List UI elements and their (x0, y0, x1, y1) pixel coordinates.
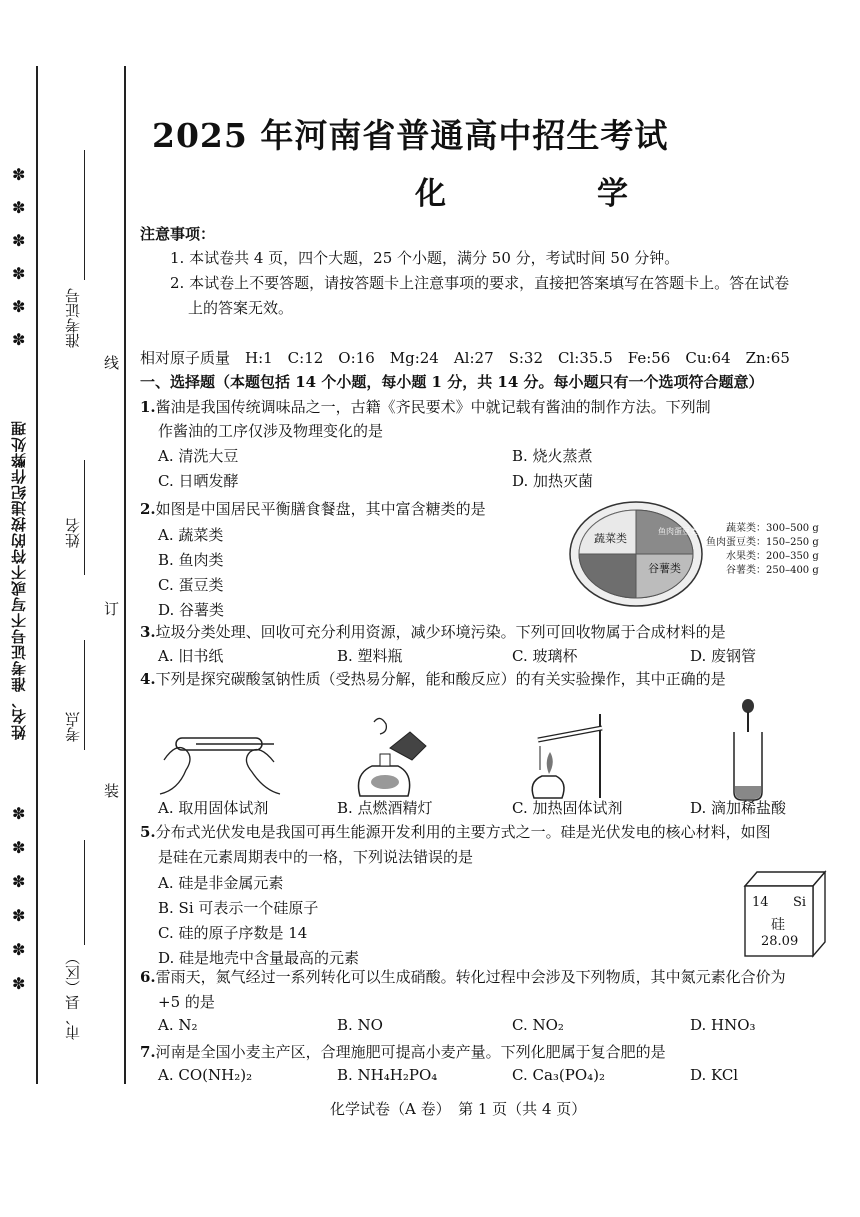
figure-heat-solid-reagent (520, 710, 620, 802)
cell-symbol: Si (793, 895, 807, 910)
q3-stem (140, 620, 726, 644)
exam-number-underline (84, 150, 85, 280)
q5-stem-text: 分布式光伏发电是我国可再生能源开发利用的主要方式之一。硅是光伏发电的核心材料，如图 (155, 823, 771, 841)
star-icon: ✽ (12, 872, 26, 891)
star-icon: ✽ (12, 231, 26, 250)
page-footer: 化学试卷（A 卷） 第 1 页（共 4 页） (330, 1100, 587, 1118)
exam-title: 2025 年河南省普通高中招生考试 (152, 116, 669, 155)
q6-stem-text: 雷雨天，氮气经过一系列转化可以生成硝酸。转化过程中会涉及下列物质，其中氮元素化合价为 (155, 968, 786, 986)
figure-add-dilute-hcl (720, 698, 780, 804)
city-label: 市、县（区） (64, 950, 82, 1040)
notice-item-1: 1. 本试卷共 4 页，四个大题，25 个小题，满分 50 分，考试时间 50 分钟。 (170, 249, 680, 267)
notice-heading: 注意事项： (140, 225, 216, 243)
q1-option-b: B. 烧火蒸煮 (512, 447, 593, 465)
q5-number: 5. (140, 823, 156, 841)
q5-option-a: A. 硅是非金属元素 (158, 874, 284, 892)
name-label: 姓名 (64, 518, 82, 548)
q3-stem-text: 垃圾分类处理、回收可充分利用资源，减少环境污染。下列可回收物属于合成材料的是 (155, 623, 726, 641)
plate-legend-item: 鱼肉蛋豆类：150–250 g (706, 537, 819, 548)
notice-item-2-cont: 上的答案无效。 (188, 299, 294, 317)
q5-option-b: B. Si 可表示一个硅原子 (158, 899, 319, 917)
star-icon: ✽ (12, 804, 26, 823)
atomic-masses: 相对原子质量 H:1 C:12 O:16 Mg:24 Al:27 S:32 Cl:35.5 Fe:56 Cu:64 Zn:65 (140, 349, 790, 367)
star-icon: ✽ (12, 264, 26, 283)
q5-stem (140, 820, 771, 844)
q2-option-c: C. 蛋豆类 (158, 576, 224, 594)
q4-stem-text: 下列是探究碳酸氢钠性质（受热易分解，能和酸反应）的有关实验操作，其中正确的是 (155, 670, 726, 688)
subject-title: 化 学 (415, 176, 688, 212)
q4-stem (140, 667, 726, 691)
q7-option-d: D. KCl (690, 1066, 739, 1084)
plate-grain-label: 谷薯类 (648, 562, 681, 575)
margin-warning: 姓名、准考证号不写或不符的按违纪作弊处理 (10, 420, 28, 740)
q7-option-a: A. CO(NH₂)₂ (158, 1066, 253, 1084)
q4-option-b: B. 点燃酒精灯 (337, 799, 433, 817)
q1-stem (140, 395, 711, 419)
q7-option-c: C. Ca₃(PO₄)₂ (512, 1066, 606, 1084)
q6-number: 6. (140, 968, 156, 986)
notice-item-2: 2. 本试卷上不要答题，请按答题卡上注意事项的要求，直接把答案填写在答题卡上。答在试卷 (170, 274, 790, 292)
plate-legend-item: 水果类：200–350 g (726, 551, 819, 562)
q2-number: 2. (140, 500, 156, 518)
q7-stem-text: 河南是全国小麦主产区，合理施肥可提高小麦产量。下列化肥属于复合肥的是 (155, 1043, 666, 1061)
q4-option-c: C. 加热固体试剂 (512, 799, 623, 817)
section-1-heading: 一、选择题（本题包括 14 个小题，每小题 1 分，共 14 分。每小题只有一个选项符合题意） (140, 373, 764, 391)
cell-atomic-number: 14 (752, 895, 769, 910)
cell-atomic-mass: 28.09 (761, 934, 799, 949)
q6-option-b: B. NO (337, 1016, 383, 1034)
star-icon: ✽ (12, 297, 26, 316)
star-icon: ✽ (12, 906, 26, 925)
name-underline (84, 460, 85, 575)
plate-veg-label: 蔬菜类 (594, 532, 627, 545)
star-icon: ✽ (12, 940, 26, 959)
q6-option-a: A. N₂ (158, 1016, 198, 1034)
plate-legend-item: 谷薯类：250–400 g (726, 565, 819, 576)
q2-stem (140, 497, 486, 521)
q4-option-d: D. 滴加稀盐酸 (690, 799, 787, 817)
figure-light-alcohol-lamp (340, 712, 440, 802)
binding-border-left (36, 66, 38, 1084)
q3-option-b: B. 塑料瓶 (337, 647, 403, 665)
site-underline (84, 640, 85, 750)
q3-option-d: D. 废钢管 (690, 647, 757, 665)
q1-stem-text: 酱油是我国传统调味品之一，古籍《齐民要术》中就记载有酱油的制作方法。下列制 (155, 398, 711, 416)
q2-option-d: D. 谷薯类 (158, 601, 225, 619)
q2-option-a: A. 蔬菜类 (158, 526, 224, 544)
q5-option-c: C. 硅的原子序数是 14 (158, 924, 308, 942)
city-underline (84, 840, 85, 945)
plate-legend-item: 蔬菜类：300–500 g (726, 523, 819, 534)
figure-take-solid-reagent (156, 720, 286, 800)
q4-option-a: A. 取用固体试剂 (158, 799, 269, 817)
star-icon: ✽ (12, 330, 26, 349)
q6-option-c: C. NO₂ (512, 1016, 564, 1034)
q1-option-a: A. 清洗大豆 (158, 447, 239, 465)
exam-number-label: 准考证号 (64, 288, 82, 348)
star-icon: ✽ (12, 198, 26, 217)
cell-name: 硅 (771, 917, 785, 933)
q1-option-d: D. 加热灭菌 (512, 472, 594, 490)
plate-legend (706, 522, 819, 578)
q1-stem-cont: 作酱油的工序仅涉及物理变化的是 (158, 422, 384, 440)
star-icon: ✽ (12, 838, 26, 857)
q3-option-c: C. 玻璃杯 (512, 647, 578, 665)
q1-option-c: C. 日晒发酵 (158, 472, 239, 490)
q5-option-d: D. 硅是地壳中含量最高的元素 (158, 949, 360, 967)
star-icon: ✽ (12, 165, 26, 184)
q6-stem-cont: +5 的是 (158, 993, 215, 1011)
q2-stem-text: 如图是中国居民平衡膳食餐盘，其中富含糖类的是 (155, 500, 486, 518)
binding-mark-ding: 订 (104, 600, 120, 618)
q1-number: 1. (140, 398, 156, 416)
q2-option-b: B. 鱼肉类 (158, 551, 224, 569)
binding-mark-zhuang: 装 (104, 782, 120, 800)
silicon-element-cell (743, 868, 827, 958)
q5-stem-cont: 是硅在元素周期表中的一格，下列说法错误的是 (158, 848, 474, 866)
balanced-diet-plate (566, 498, 706, 610)
q3-option-a: A. 旧书纸 (158, 647, 224, 665)
site-label: 考点 (64, 712, 82, 742)
plate-fish-label: 鱼肉蛋豆类 (658, 527, 698, 536)
q7-number: 7. (140, 1043, 156, 1061)
star-icon: ✽ (12, 974, 26, 993)
binding-line-right (124, 66, 126, 1084)
q7-stem (140, 1040, 666, 1064)
q6-option-d: D. HNO₃ (690, 1016, 756, 1034)
q4-number: 4. (140, 670, 156, 688)
q3-number: 3. (140, 623, 156, 641)
q6-stem (140, 965, 786, 989)
binding-mark-line: 线 (104, 354, 120, 372)
q7-option-b: B. NH₄H₂PO₄ (337, 1066, 438, 1084)
